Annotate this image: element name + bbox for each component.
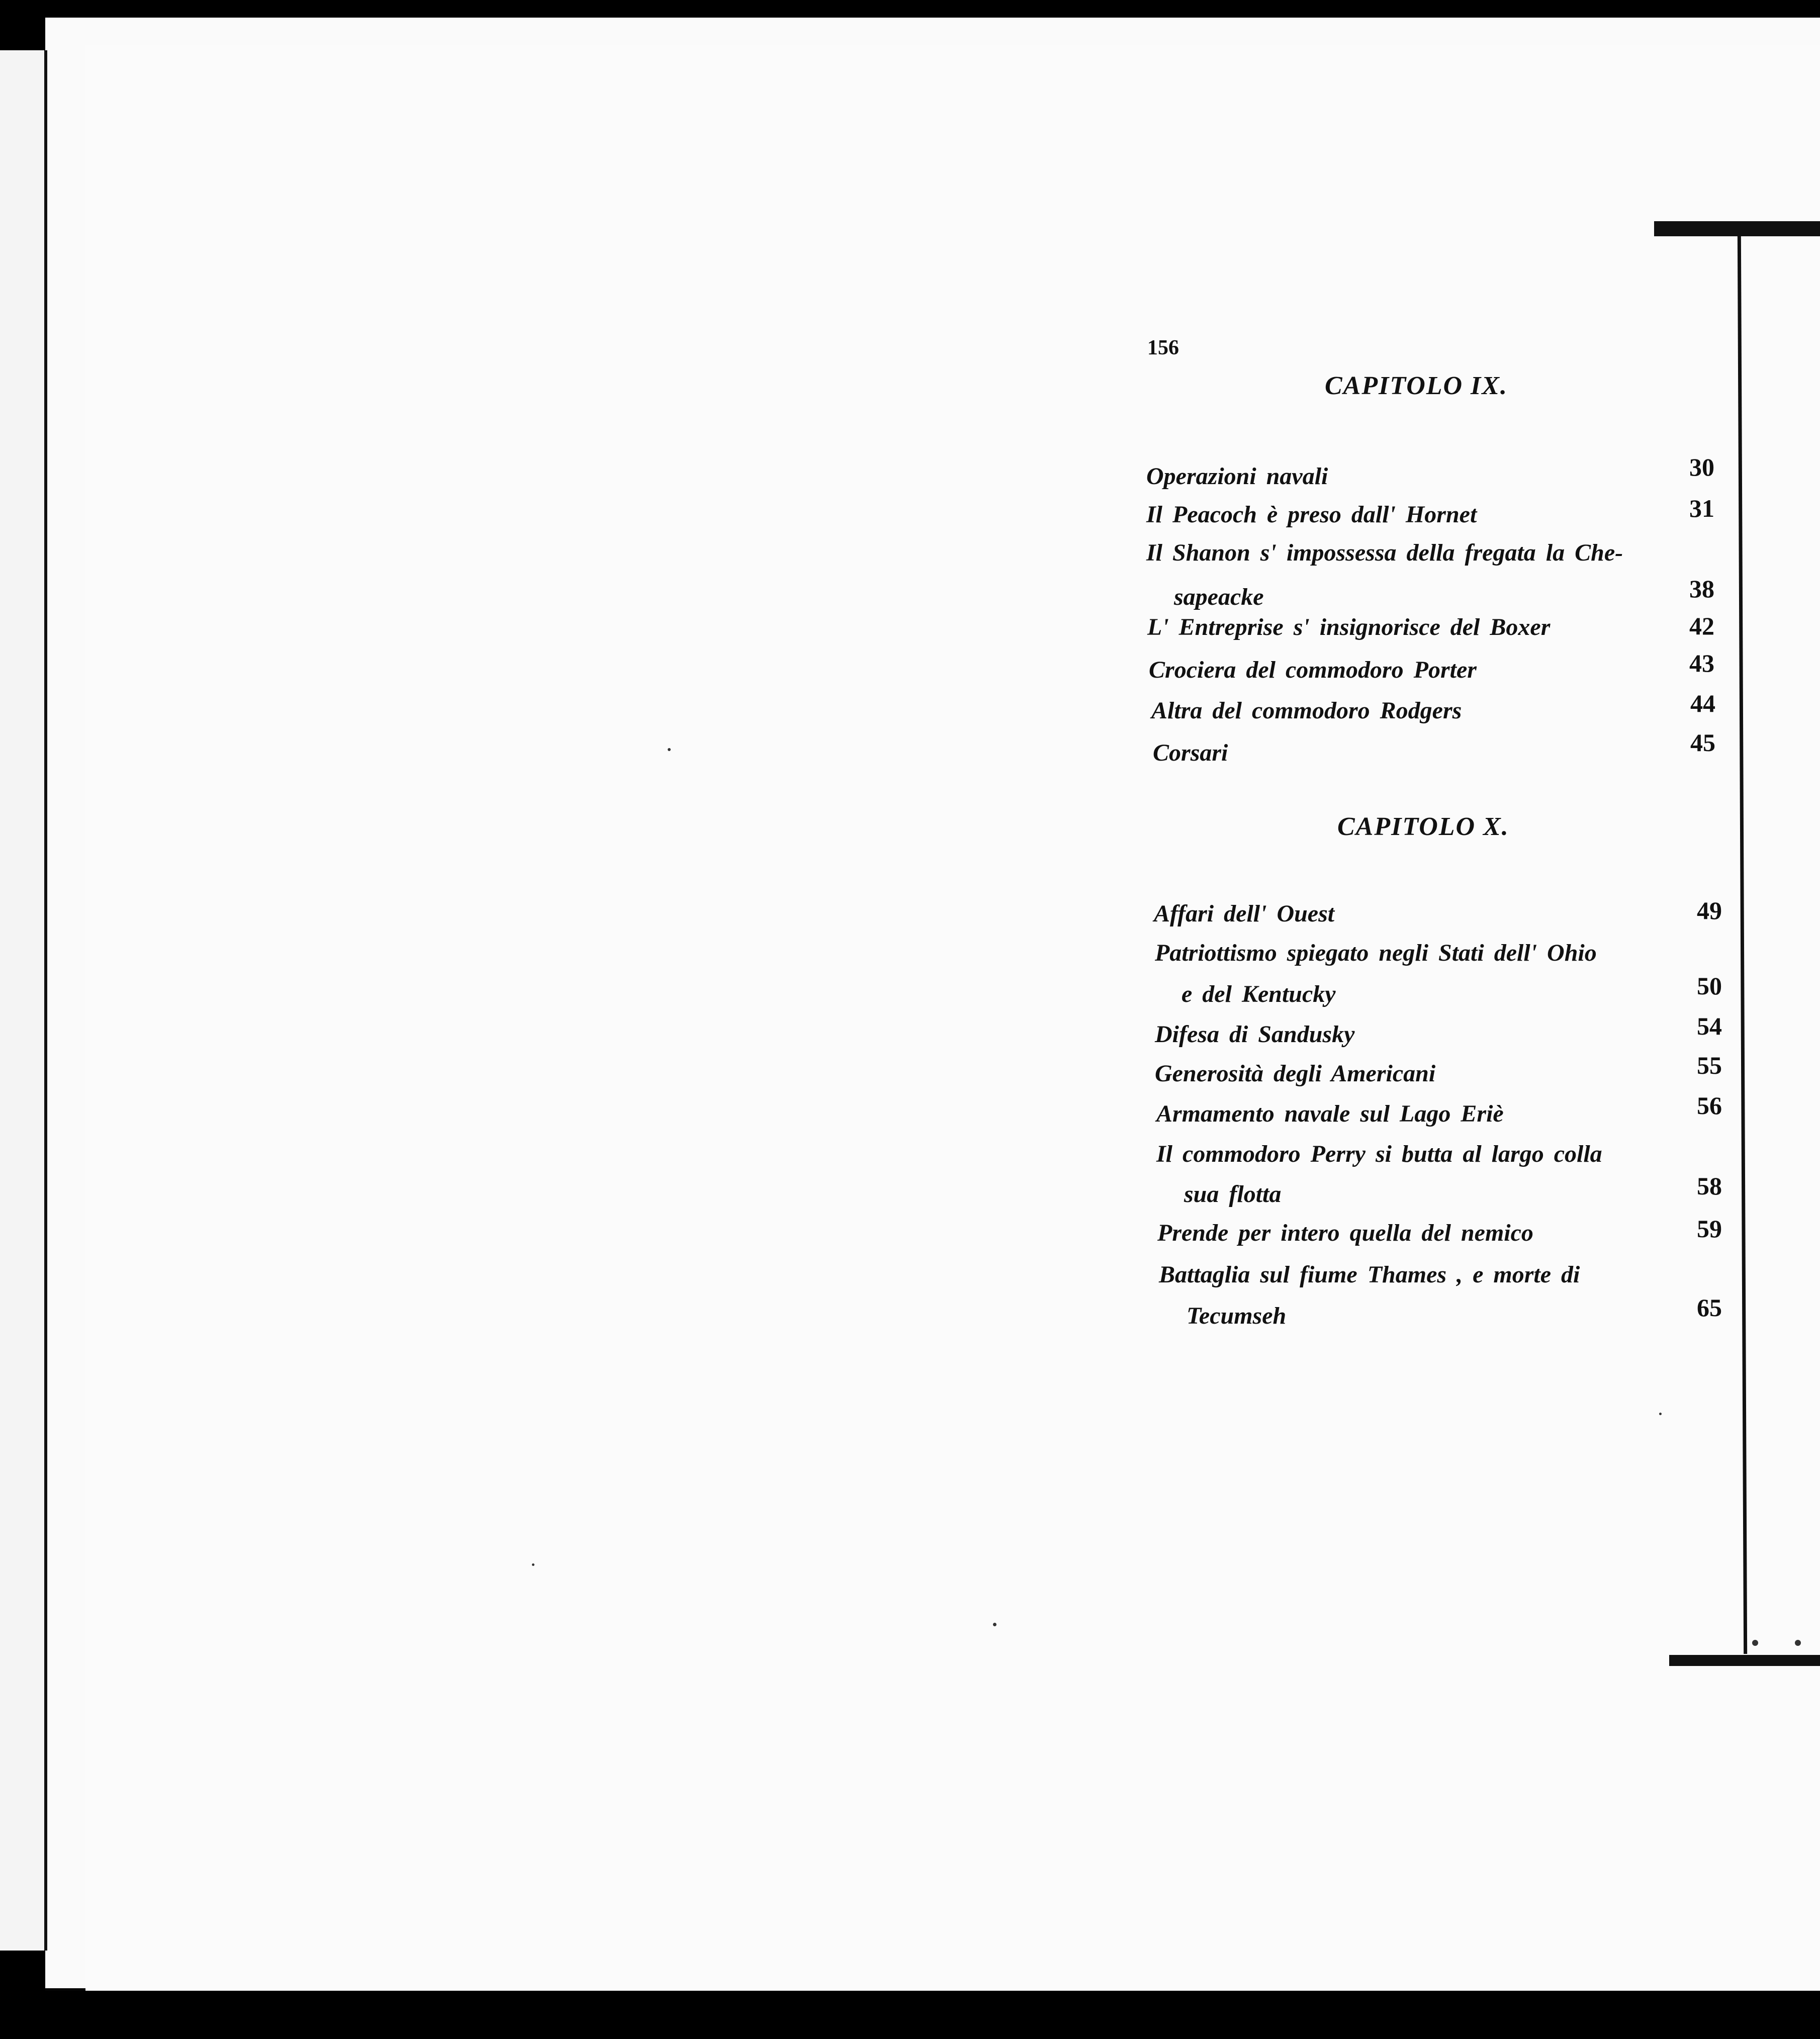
scan-speck: [1659, 1413, 1662, 1415]
page-surface: [85, 45, 1820, 1991]
scan-speck: [668, 748, 671, 751]
toc-entry: Generosità degli Americani: [1155, 1060, 1436, 1087]
chapter-title: CAPITOLO IX.: [1325, 372, 1508, 400]
toc-entry: Il Peacoch è preso dall' Hornet: [1146, 501, 1477, 528]
toc-entry: Patriottismo spiegato negli Stati dell' Ohio: [1155, 940, 1597, 966]
scan-border-bottom: [0, 1991, 1820, 2039]
page-number: 156: [1147, 336, 1179, 359]
toc-entry: Difesa di Sandusky: [1155, 1021, 1355, 1048]
toc-entry: e del Kentucky: [1181, 981, 1336, 1007]
toc-page-number: 59: [1697, 1215, 1722, 1243]
next-page-frame-top: [1654, 221, 1820, 236]
toc-entry: sua flotta: [1184, 1181, 1282, 1208]
toc-page-number: 31: [1689, 494, 1714, 522]
toc-entry: Il Shanon s' impossessa della fregata la Che-: [1146, 539, 1623, 566]
toc-page-number: 45: [1690, 728, 1715, 757]
frame-dot: [1752, 1640, 1758, 1646]
toc-entry: Altra del commodoro Rodgers: [1151, 697, 1462, 724]
toc-page-number: 50: [1697, 972, 1722, 1000]
toc-page-number: 58: [1697, 1172, 1722, 1200]
adjacent-leaf-edge: [0, 50, 47, 1951]
toc-page-number: 43: [1689, 649, 1714, 677]
next-page-frame-bottom: [1669, 1655, 1820, 1666]
toc-entry: Tecumseh: [1187, 1303, 1287, 1329]
scan-speck: [532, 1563, 534, 1566]
toc-entry: Crociera del commodoro Porter: [1149, 657, 1477, 683]
scan-speck: [993, 1623, 996, 1626]
toc-entry: Prende per intero quella del nemico: [1157, 1220, 1533, 1246]
toc-entry: Il commodoro Perry si butta al largo colla: [1156, 1141, 1602, 1167]
frame-dot: [1795, 1640, 1801, 1646]
toc-page-number: 42: [1689, 612, 1714, 640]
toc-entry: Armamento navale sul Lago Eriè: [1156, 1100, 1504, 1127]
toc-page-number: 38: [1689, 575, 1714, 603]
toc-entry: Corsari: [1153, 739, 1228, 766]
chapter-title: CAPITOLO X.: [1337, 812, 1509, 841]
toc-page-number: 65: [1697, 1293, 1722, 1322]
toc-entry: Battaglia sul fiume Thames , e morte di: [1159, 1261, 1580, 1288]
toc-page-number: 49: [1697, 896, 1722, 924]
toc-page-number: 55: [1697, 1051, 1722, 1079]
toc-entry: sapeacke: [1174, 584, 1264, 610]
toc-entry: L' Entreprise s' insignorisce del Boxer: [1147, 614, 1551, 640]
toc-entry: Operazioni navali: [1146, 463, 1328, 490]
toc-page-number: 56: [1697, 1091, 1722, 1120]
toc-page-number: 44: [1690, 689, 1715, 717]
toc-page-number: 54: [1697, 1012, 1722, 1040]
toc-entry: Affari dell' Ouest: [1154, 900, 1335, 927]
toc-page-number: 30: [1689, 453, 1714, 481]
